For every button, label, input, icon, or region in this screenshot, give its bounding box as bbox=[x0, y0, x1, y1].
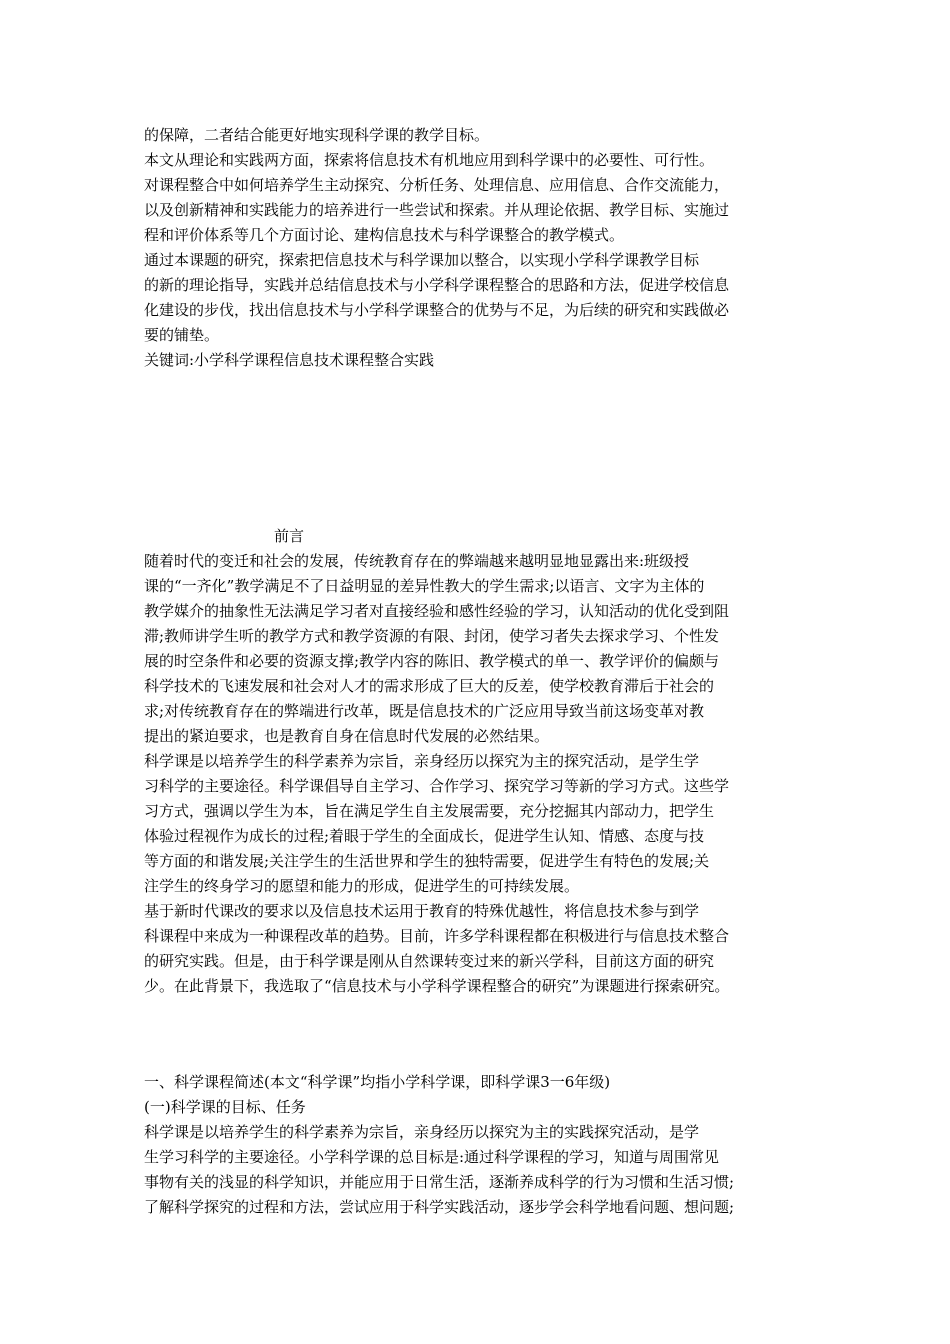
preface-line: 教学媒介的抽象性无法满足学习者对直接经验和感性经验的学习，认知活动的优化受到阻 bbox=[144, 602, 730, 620]
preface-line: 提出的紧迫要求，也是教育自身在信息时代发展的必然结果。 bbox=[144, 727, 550, 745]
abstract-line: 程和评价体系等几个方面讨论、建构信息技术与科学课整合的教学模式。 bbox=[144, 226, 625, 244]
abstract-line: 的保障，二者结合能更好地实现科学课的教学目标。 bbox=[144, 126, 490, 144]
preface-line: 注学生的终身学习的愿望和能力的形成，促进学生的可持续发展。 bbox=[144, 877, 580, 895]
keywords-line: 关键词:小学科学课程信息技术课程整合实践 bbox=[144, 351, 435, 369]
abstract-line: 化建设的步伐，找出信息技术与小学科学课整合的优势与不足，为后续的研究和实践做必 bbox=[144, 301, 730, 319]
preface-heading-block bbox=[274, 524, 474, 549]
preface-line: 展的时空条件和必要的资源支撑;教学内容的陈旧、教学模式的单一、教学评价的偏颇与 bbox=[144, 652, 720, 670]
preface-line: 科学课是以培养学生的科学素养为宗旨，亲身经历以探究为主的探究活动，是学生学 bbox=[144, 752, 700, 770]
abstract-line: 本文从理论和实践两方面，探索将信息技术有机地应用到科学课中的必要性、可行性。 bbox=[144, 151, 715, 169]
preface-line: 体验过程视作为成长的过程;着眼于学生的全面成长，促进学生认知、情感、态度与技 bbox=[144, 827, 705, 845]
section-subheading: (一)科学课的目标、任务 bbox=[144, 1098, 306, 1116]
preface-heading: 前言 bbox=[274, 527, 305, 545]
preface-line: 随着时代的变迁和社会的发展，传统教育存在的弊端越来越明显地显露出来:班级授 bbox=[144, 552, 690, 570]
abstract-line: 对课程整合中如何培养学生主动探究、分析任务、处理信息、应用信息、合作交流能力， bbox=[144, 176, 730, 194]
section-line: 了解科学探究的过程和方法，尝试应用于科学实践活动，逐步学会科学地看问题、想问题; bbox=[144, 1198, 735, 1216]
preface-line: 习方式，强调以学生为本，旨在满足学生自主发展需要，充分挖掘其内部动力，把学生 bbox=[144, 802, 715, 820]
section-line: 事物有关的浅显的科学知识，并能应用于日常生活，逐渐养成科学的行为习惯和生活习惯; bbox=[144, 1173, 735, 1191]
preface-line: 少。在此背景下，我选取了“信息技术与小学科学课程整合的研究”为课题进行探索研究。 bbox=[144, 977, 730, 995]
abstract-line: 的新的理论指导，实践并总结信息技术与小学科学课程整合的思路和方法，促进学校信息 bbox=[144, 276, 730, 294]
preface-line: 基于新时代课改的要求以及信息技术运用于教育的特殊优越性，将信息技术参与到学 bbox=[144, 902, 700, 920]
preface-line: 的研究实践。但是，由于科学课是刚从自然课转变过来的新兴学科，目前这方面的研究 bbox=[144, 952, 715, 970]
section-line: 科学课是以培养学生的科学素养为宗旨，亲身经历以探究为主的实践探究活动，是学 bbox=[144, 1123, 700, 1141]
preface-line: 求;对传统教育存在的弊端进行改革，既是信息技术的广泛应用导致当前这场变革对教 bbox=[144, 702, 705, 720]
preface-line: 习科学的主要途径。科学课倡导自主学习、合作学习、探究学习等新的学习方式。这些学 bbox=[144, 777, 730, 795]
abstract-line: 以及创新精神和实践能力的培养进行一些尝试和探索。并从理论依据、教学目标、实施过 bbox=[144, 201, 730, 219]
preface-line: 课的“一齐化”教学满足不了日益明显的差异性教大的学生需求;以语言、文字为主体的 bbox=[144, 577, 705, 595]
preface-line: 科课程中来成为一种课程改革的趋势。目前，许多学科课程都在积极进行与信息技术整合 bbox=[144, 927, 730, 945]
preface-section bbox=[144, 549, 824, 999]
preface-line: 等方面的和谐发展;关注学生的生活世界和学生的独特需要，促进学生有特色的发展;关 bbox=[144, 852, 710, 870]
preface-line: 滞;教师讲学生听的教学方式和教学资源的有限、封闭，使学习者失去探求学习、个性发 bbox=[144, 627, 720, 645]
section-one bbox=[144, 1070, 824, 1220]
abstract-section bbox=[144, 123, 824, 373]
preface-line: 科学技术的飞速发展和社会对人才的需求形成了巨大的反差，使学校教育滞后于社会的 bbox=[144, 677, 715, 695]
section-heading: 一、科学课程简述(本文“科学课”均指小学科学课，即科学课3一6年级) bbox=[144, 1073, 611, 1091]
abstract-line: 要的铺垫。 bbox=[144, 326, 220, 344]
section-line: 生学习科学的主要途径。小学科学课的总目标是:通过科学课程的学习，知道与周围常见 bbox=[144, 1148, 720, 1166]
abstract-line: 通过本课题的研究，探索把信息技术与科学课加以整合，以实现小学科学课教学目标 bbox=[144, 251, 700, 269]
